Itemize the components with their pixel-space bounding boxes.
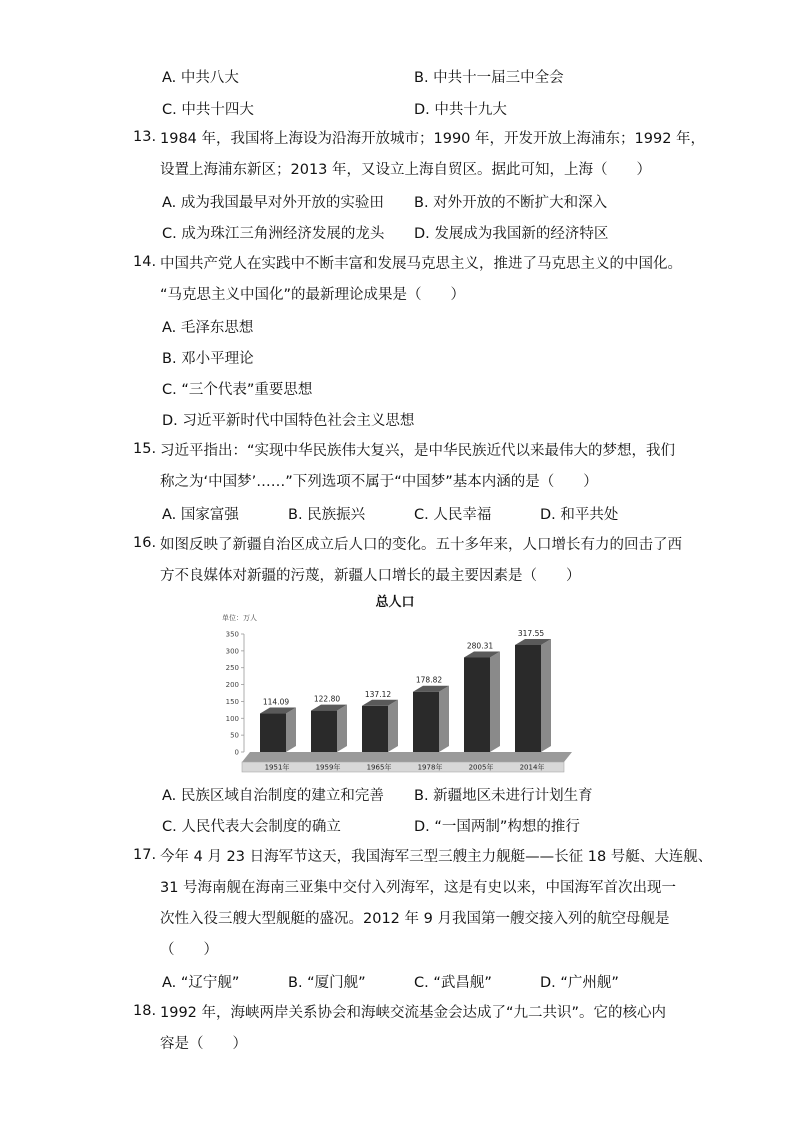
chart-floor-top [242,752,572,762]
q15-option-c[interactable]: C. 人民幸福 [414,507,492,523]
question-text: 31 号海南舰在海南三亚集中交付入列海军，这是有史以来，中国海军首次出现一 [160,880,677,896]
question-text: 容是（ ） [160,1036,247,1052]
q15-option-b[interactable]: B. 民族振兴 [288,507,366,523]
chart-bars [260,639,551,752]
bar-side [388,700,398,752]
bar-value-label: 122.80 [313,694,341,704]
q16-option-d[interactable]: D. “一国两制”构想的推行 [414,819,580,835]
question-text: 方不良媒体对新疆的污蔑，新疆人口增长的最主要因素是（ ） [160,568,581,584]
bar-side [286,708,296,752]
q13-option-b[interactable]: B. 对外开放的不断扩大和深入 [414,195,608,211]
q15-option-a[interactable]: A. 国家富强 [162,507,239,523]
bar-value-label: 280.31 [466,641,494,651]
q17-option-c[interactable]: C. “武昌舰” [414,975,492,991]
bar-value-label: 114.09 [262,697,290,707]
y-tick-label: 0 [234,748,239,757]
question-number: 16. [133,535,157,551]
bar [311,711,337,752]
q12-option-d[interactable]: D. 中共十九大 [414,102,507,118]
chart-floor-front [242,762,564,772]
y-tick-label: 300 [225,647,239,656]
question-text: 中国共产党人在实践中不断丰富和发展马克思主义，推进了马克思主义的中国化。 [160,256,682,272]
question-number: 14. [133,254,157,270]
question-text: （ ） [160,942,218,958]
bar [464,657,490,752]
question-text: “马克思主义中国化”的最新理论成果是（ ） [160,287,466,303]
bar [362,706,388,752]
question-text: 习近平指出：“实现中华民族伟大复兴，是中华民族近代以来最伟大的梦想，我们 [160,443,676,459]
bar [413,692,439,752]
q12-option-b[interactable]: B. 中共十一届三中全会 [414,70,564,86]
bar-value-label: 137.12 [364,689,392,699]
q16-option-a[interactable]: A. 民族区域自治制度的建立和完善 [162,788,384,804]
x-tick-label: 1951年 [264,763,290,772]
bar-side [541,639,551,752]
population-bar-chart [200,592,590,777]
q13-option-d[interactable]: D. 发展成为我国新的经济特区 [414,226,609,242]
question-number: 17. [133,847,157,863]
q14-option-a[interactable]: A. 毛泽东思想 [162,320,254,336]
question-text: 次性入役三艘大型舰艇的盛况。2012 年 9 月我国第一艘交接入列的航空母舰是 [160,911,670,927]
question-text: 今年 4 月 23 日海军节这天，我国海军三型三艘主力舰艇——长征 18 号艇、大连舰、 [160,849,713,865]
q14-option-d[interactable]: D. 习近平新时代中国特色社会主义思想 [162,413,415,429]
q16-option-b[interactable]: B. 新疆地区未进行计划生育 [414,788,593,804]
q15-option-d[interactable]: D. 和平共处 [540,507,619,523]
q17-option-b[interactable]: B. “厦门舰” [288,975,366,991]
y-tick-label: 250 [225,664,239,673]
q12-option-a[interactable]: A. 中共八大 [162,70,239,86]
y-tick-label: 50 [230,731,239,740]
x-tick-label: 1959年 [315,763,341,772]
bar-side [439,686,449,752]
question-number: 18. [133,1003,157,1019]
question-text: 称之为‘中国梦’……”下列选项不属于“中国梦”基本内涵的是（ ） [160,474,598,490]
x-tick-label: 2014年 [519,763,545,772]
question-number: 15. [133,441,157,457]
question-text: 1992 年，海峡两岸关系协会和海峡交流基金会达成了“九二共识”。它的核心内 [160,1005,667,1021]
bar-value-label: 178.82 [415,675,443,685]
bar-side [490,651,500,752]
q17-option-a[interactable]: A. “辽宁舰” [162,975,240,991]
bar-side [337,705,347,752]
q12-option-c[interactable]: C. 中共十四大 [162,102,254,118]
chart-grid [226,631,244,757]
q17-option-d[interactable]: D. “广州舰” [540,975,619,991]
y-tick-label: 100 [225,714,239,723]
q13-option-a[interactable]: A. 成为我国最早对外开放的实验田 [162,195,384,211]
x-tick-label: 1978年 [417,763,443,772]
y-tick-label: 350 [225,630,239,639]
y-tick-label: 200 [225,681,239,690]
question-text: 如图反映了新疆自治区成立后人口的变化。五十多年来，人口增长有力的回击了西 [160,537,682,553]
bar [260,714,286,752]
x-tick-label: 2005年 [468,763,494,772]
chart-labels [263,629,545,772]
q14-option-c[interactable]: C. “三个代表”重要思想 [162,382,313,398]
x-tick-label: 1965年 [366,763,392,772]
q16-option-c[interactable]: C. 人民代表大会制度的确立 [162,819,341,835]
bar [515,645,541,752]
question-text: 1984 年，我国将上海设为沿海开放城市；1990 年，开发开放上海浦东；1992 年， [160,131,706,147]
question-text: 设置上海浦东新区；2013 年，又设立上海自贸区。据此可知，上海（ ） [160,162,652,178]
q13-option-c[interactable]: C. 成为珠江三角洲经济发展的龙头 [162,226,385,242]
chart-title: 总人口 [375,595,415,610]
question-number: 13. [133,129,157,145]
bar-value-label: 317.55 [517,628,545,638]
q14-option-b[interactable]: B. 邓小平理论 [162,351,254,367]
y-tick-label: 150 [225,697,239,706]
chart-unit-label: 单位：万人 [222,614,257,622]
